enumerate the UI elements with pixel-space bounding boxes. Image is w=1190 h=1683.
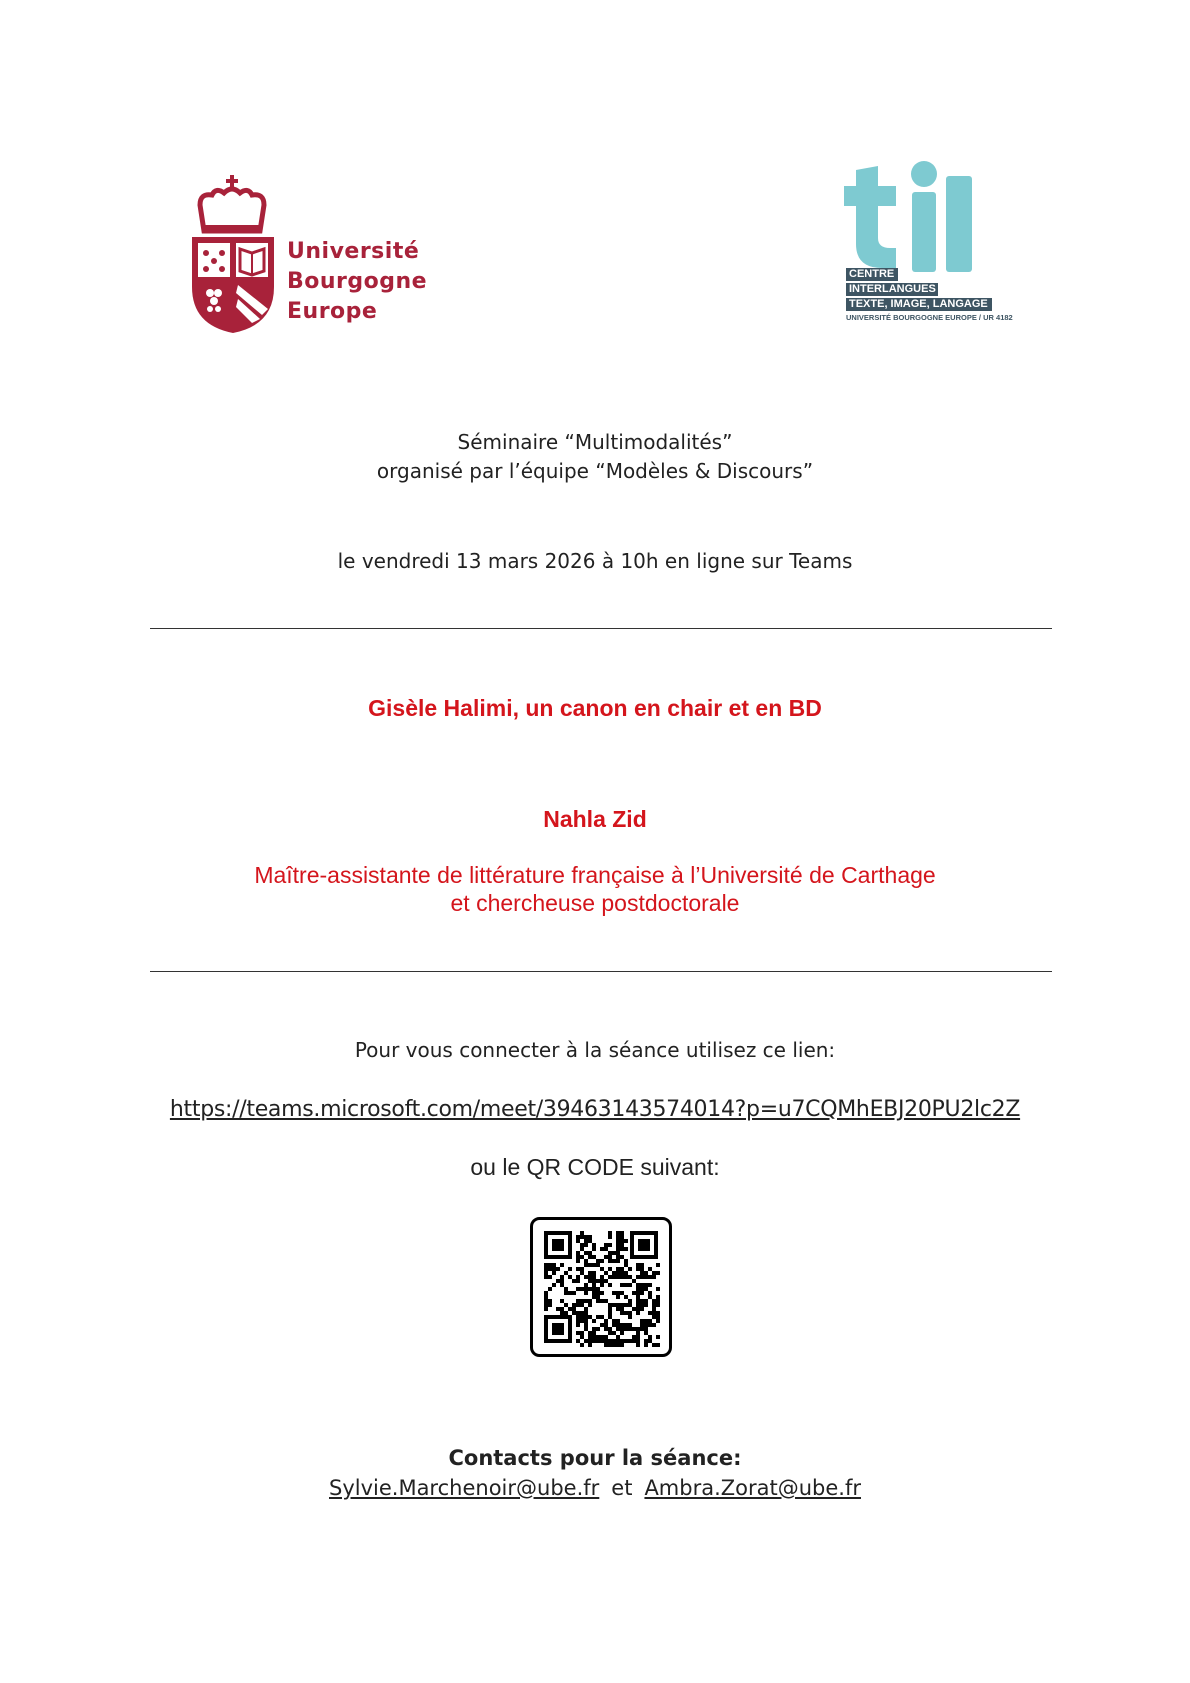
speaker-name: Nahla Zid — [543, 806, 647, 832]
til-logo — [838, 160, 1013, 330]
contacts-line — [0, 1476, 1190, 1500]
seminar-team: organisé par l’équipe “Modèles & Discours” — [376, 459, 814, 483]
seminar-date: le vendredi 13 mars 2026 à 10h en ligne sur Teams — [337, 549, 853, 573]
ube-wordmark-line-3: Europe — [287, 299, 378, 324]
til-row-interlangues: INTERLANGUES — [846, 283, 938, 296]
divider-bottom — [150, 971, 1052, 972]
ube-wordmark — [287, 237, 427, 327]
til-letters-icon — [838, 160, 988, 275]
til-subline: UNIVERSITÉ BOURGOGNE EUROPE / UR 4182 — [846, 313, 1013, 322]
ube-wordmark-line-1: Université — [287, 239, 420, 264]
ube-logo — [190, 175, 480, 335]
ube-wordmark-line-2: Bourgogne — [287, 269, 428, 294]
divider-top — [150, 628, 1052, 629]
contacts-title: Contacts pour la séance: — [448, 1446, 742, 1470]
til-label-strip — [846, 268, 1013, 322]
seminar-title: Séminaire “Multimodalités” — [457, 430, 733, 454]
qr-code-icon[interactable] — [530, 1217, 672, 1357]
contact-email-ambra[interactable]: Ambra.Zorat@ube.fr — [644, 1476, 861, 1500]
teams-meeting-link[interactable]: https://teams.microsoft.com/meet/39463143574014?p=u7CQMhEBJ20PU2lc2Z — [169, 1097, 1021, 1122]
qr-instruction: ou le QR CODE suivant: — [470, 1154, 720, 1180]
til-row-texte-image-langage: TEXTE, IMAGE, LANGAGE — [846, 298, 992, 311]
ube-crest-icon — [190, 175, 280, 335]
talk-title: Gisèle Halimi, un canon en chair et en BD — [368, 695, 822, 721]
contacts-separator: et — [611, 1476, 633, 1500]
connect-instruction: Pour vous connecter à la séance utilisez ce lien: — [354, 1038, 836, 1062]
til-row-centre: CENTRE — [846, 268, 898, 281]
speaker-role-line-2: et chercheuse postdoctorale — [450, 890, 740, 916]
speaker-role-line-1: Maître-assistante de littérature française à l’Université de Carthage — [254, 862, 936, 888]
contact-email-sylvie[interactable]: Sylvie.Marchenoir@ube.fr — [329, 1476, 600, 1500]
